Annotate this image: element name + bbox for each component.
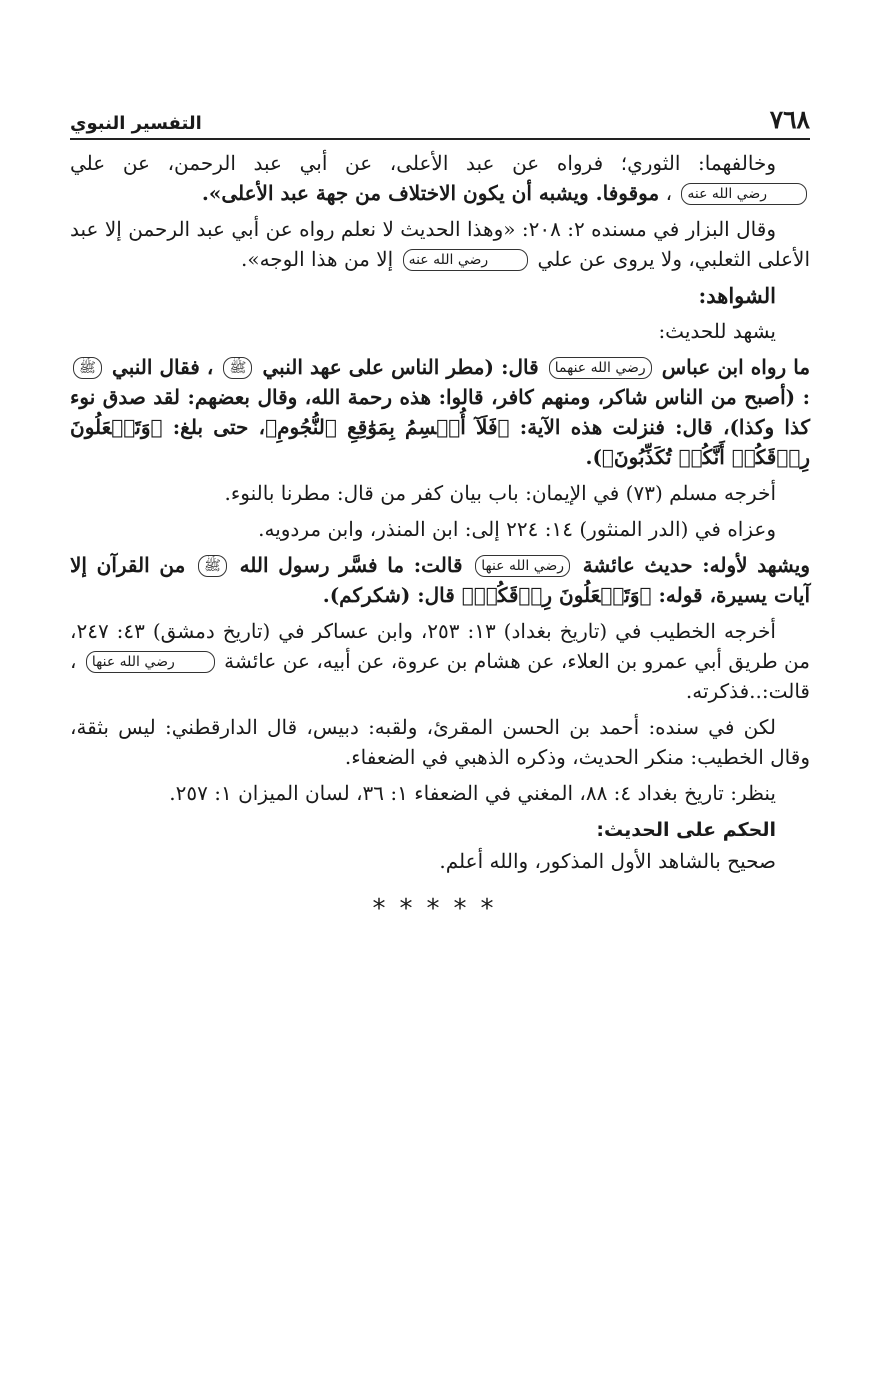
honorific-prophet-1: ﷺ <box>223 357 252 379</box>
paragraph-8: لكن في سنده: أحمد بن الحسن المقرئ، ولقبه: دبيس، قال الدارقطني: ليس بثقة، وقال الخطيب: منكر الحديث، وذكره الذهبي في الضعفاء. <box>70 714 810 769</box>
paragraph-5: وعزاه في (الدر المنثور) ١٤: ٢٢٤ إلى: ابن المنذر، وابن مردويه. <box>258 516 776 541</box>
paragraph-7 <box>70 616 810 706</box>
honorific-ali-1: رضي الله عنه <box>681 183 807 205</box>
intro-line: يشهد للحديث: <box>658 318 776 343</box>
ruling-text: صحيح بالشاهد الأول المذكور، والله أعلم. <box>439 849 776 873</box>
paragraph-7-text-a: أخرجه الخطيب في (تاريخ بغداد) ١٣: ٢٥٣، وابن عساكر في (تاريخ دمشق) ٤٣: ٢٤٧، من طريق أبي عمرو بن العلاء، عن هشام بن عروة، عن أبيه، عن عائشة <box>70 618 810 673</box>
paragraph-3-text-d: : (أصبح من الناس شاكر، ومنهم كافر، قالوا: هذه رحمة الله، وقال بعضهم: لقد صدق نوء كذا وكذا)، قال: فنزلت هذه الآية: ﴿فَلَآ أُقۡسِمُ بِمَوَٰقِعِ ٱلنُّجُومِ﴾، حتى بلغ: ﴿وَتَجۡعَلُونَ رِزۡقَكُمۡ أَنَّكُمۡ تُكَذِّبُونَ﴾). <box>70 384 810 469</box>
paragraph-3 <box>70 352 810 472</box>
book-page <box>70 100 810 929</box>
paragraph-3-text-c: ، فقال النبي <box>112 354 214 379</box>
shawahid-heading: الشواهد: <box>698 283 776 308</box>
paragraph-6-text-c: من القرآن إلا آيات يسيرة، قوله: ﴿وَتَجۡعَلُونَ رِزۡقَكُمۡ﴾ قال: (شكركم). <box>70 552 810 607</box>
page-body <box>70 148 810 929</box>
paragraph-1-text-a: وخالفهما: الثوري؛ فرواه عن عبد الأعلى، عن أبي عبد الرحمن، عن علي <box>70 151 776 175</box>
paragraph-6-text-b: قالت: ما فسَّر رسول الله <box>239 552 463 577</box>
running-title: التفسير النبوي <box>70 113 202 134</box>
honorific-ibn-abbas: رضي الله عنهما <box>549 357 652 379</box>
paragraph-4: أخرجه مسلم (٧٣) في الإيمان: باب بيان كفر من قال: مطرنا بالنوء. <box>224 480 776 505</box>
paragraph-9: ينظر: تاريخ بغداد ٤: ٨٨، المغني في الضعفاء ١: ٣٦، لسان الميزان ١: ٢٥٧. <box>169 780 776 805</box>
paragraph-3-text-a: ما رواه ابن عباس <box>661 354 811 379</box>
honorific-prophet-3: ﷺ <box>198 555 227 577</box>
honorific-aisha-1: رضي الله عنها <box>475 555 570 577</box>
honorific-aisha-2: رضي الله عنها <box>86 651 215 673</box>
page-header <box>70 100 810 140</box>
honorific-prophet-2: ﷺ <box>73 357 102 379</box>
page-number: ٧٦٨ <box>769 105 810 134</box>
paragraph-2 <box>70 214 810 274</box>
paragraph-2-text-a: وقال البزار في مسنده ٢: ٢٠٨: «وهذا الحديث لا نعلم رواه عن أبي عبد الرحمن إلا عبد الأعلى الثعلبي، ولا يروى عن علي <box>70 217 810 271</box>
ruling-heading: الحكم على الحديث: <box>596 818 776 841</box>
honorific-ali-2: رضي الله عنه <box>403 249 529 271</box>
paragraph-1 <box>70 148 810 208</box>
paragraph-1-text-c: موقوفا. ويشبه أن يكون الاختلاف من جهة عبد الأعلى». <box>201 181 660 205</box>
paragraph-1-text-b: ، <box>665 181 673 205</box>
section-separator: ***** <box>372 894 508 924</box>
paragraph-6 <box>70 550 810 610</box>
paragraph-6-text-a: ويشهد لأوله: حديث عائشة <box>582 552 810 577</box>
paragraph-7-text-b: ، قالت:..فذكرته. <box>70 648 810 703</box>
paragraph-3-text-b: قال: (مطر الناس على عهد النبي <box>262 354 539 379</box>
paragraph-2-text-b: إلا من هذا الوجه». <box>240 247 394 271</box>
